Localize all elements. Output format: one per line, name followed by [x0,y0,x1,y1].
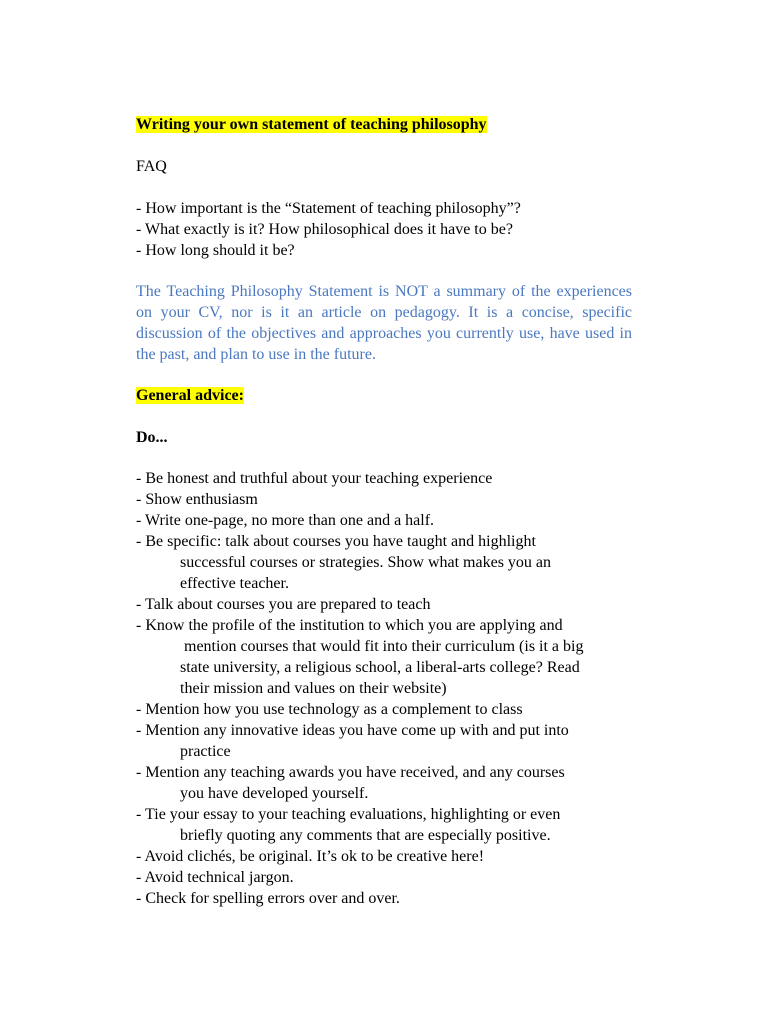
document-title: Writing your own statement of teaching philosophy [136,116,487,133]
advice-item-line: - Know the profile of the institution to which you are applying and [136,617,563,634]
advice-item-line: - Avoid technical jargon. [136,869,294,886]
faq-question: - What exactly is it? How philosophical does it have to be? [136,221,513,238]
advice-item-continuation: briefly quoting any comments that are especially positive. [180,827,551,844]
advice-item [136,846,632,867]
advice-item-line: - Talk about courses you are prepared to teach [136,596,431,613]
advice-item [136,594,632,615]
advice-item [136,489,632,510]
advice-item-continuation: effective teacher. [180,575,289,592]
advice-item-line: - Be honest and truthful about your teaching experience [136,470,493,487]
advice-item-line: - Be specific: talk about courses you have taught and highlight [136,533,536,550]
advice-item [136,615,632,699]
faq-question: - How important is the “Statement of teaching philosophy”? [136,200,521,217]
advice-item [136,867,632,888]
advice-item-continuation: mention courses that would fit into their curriculum (is it a big [180,638,584,655]
advice-item-line: - Mention any innovative ideas you have come up with and put into [136,722,569,739]
advice-item [136,804,632,846]
advice-item-line: - Check for spelling errors over and over. [136,890,400,907]
faq-label: FAQ [136,158,167,175]
advice-item-continuation: practice [180,743,231,760]
advice-item-continuation: successful courses or strategies. Show what makes you an [180,554,552,571]
advice-item-line: - Mention how you use technology as a complement to class [136,701,523,718]
advice-item-line: - Avoid clichés, be original. It’s ok to be creative here! [136,848,485,865]
general-advice-heading-wrapper [136,385,632,406]
intro-paragraph: The Teaching Philosophy Statement is NOT a summary of the experiences on your CV, nor is it an article on pedagogy. It is a concise, specific discussion of the objectives and approaches you currently use, have used in the past, and plan to use in the future. [136,283,632,363]
do-heading: Do... [136,429,168,446]
advice-item-line: - Tie your essay to your teaching evaluations, highlighting or even [136,806,561,823]
faq-question: - How long should it be? [136,242,295,259]
advice-item [136,762,632,804]
general-advice-heading: General advice: [136,387,244,404]
advice-list [136,468,632,909]
faq-question-list [136,198,632,261]
advice-item [136,510,632,531]
advice-item-line: - Write one-page, no more than one and a half. [136,512,435,529]
advice-item-continuation: you have developed yourself. [180,785,369,802]
document-title-wrapper [136,114,632,135]
advice-item [136,720,632,762]
advice-item [136,468,632,489]
advice-item [136,888,632,909]
advice-item-line: - Mention any teaching awards you have received, and any courses [136,764,565,781]
advice-item-line: - Show enthusiasm [136,491,258,508]
advice-item [136,699,632,720]
advice-item [136,531,632,594]
advice-item-continuation: their mission and values on their website) [180,680,447,697]
advice-item-continuation: state university, a religious school, a liberal-arts college? Read [180,659,580,676]
